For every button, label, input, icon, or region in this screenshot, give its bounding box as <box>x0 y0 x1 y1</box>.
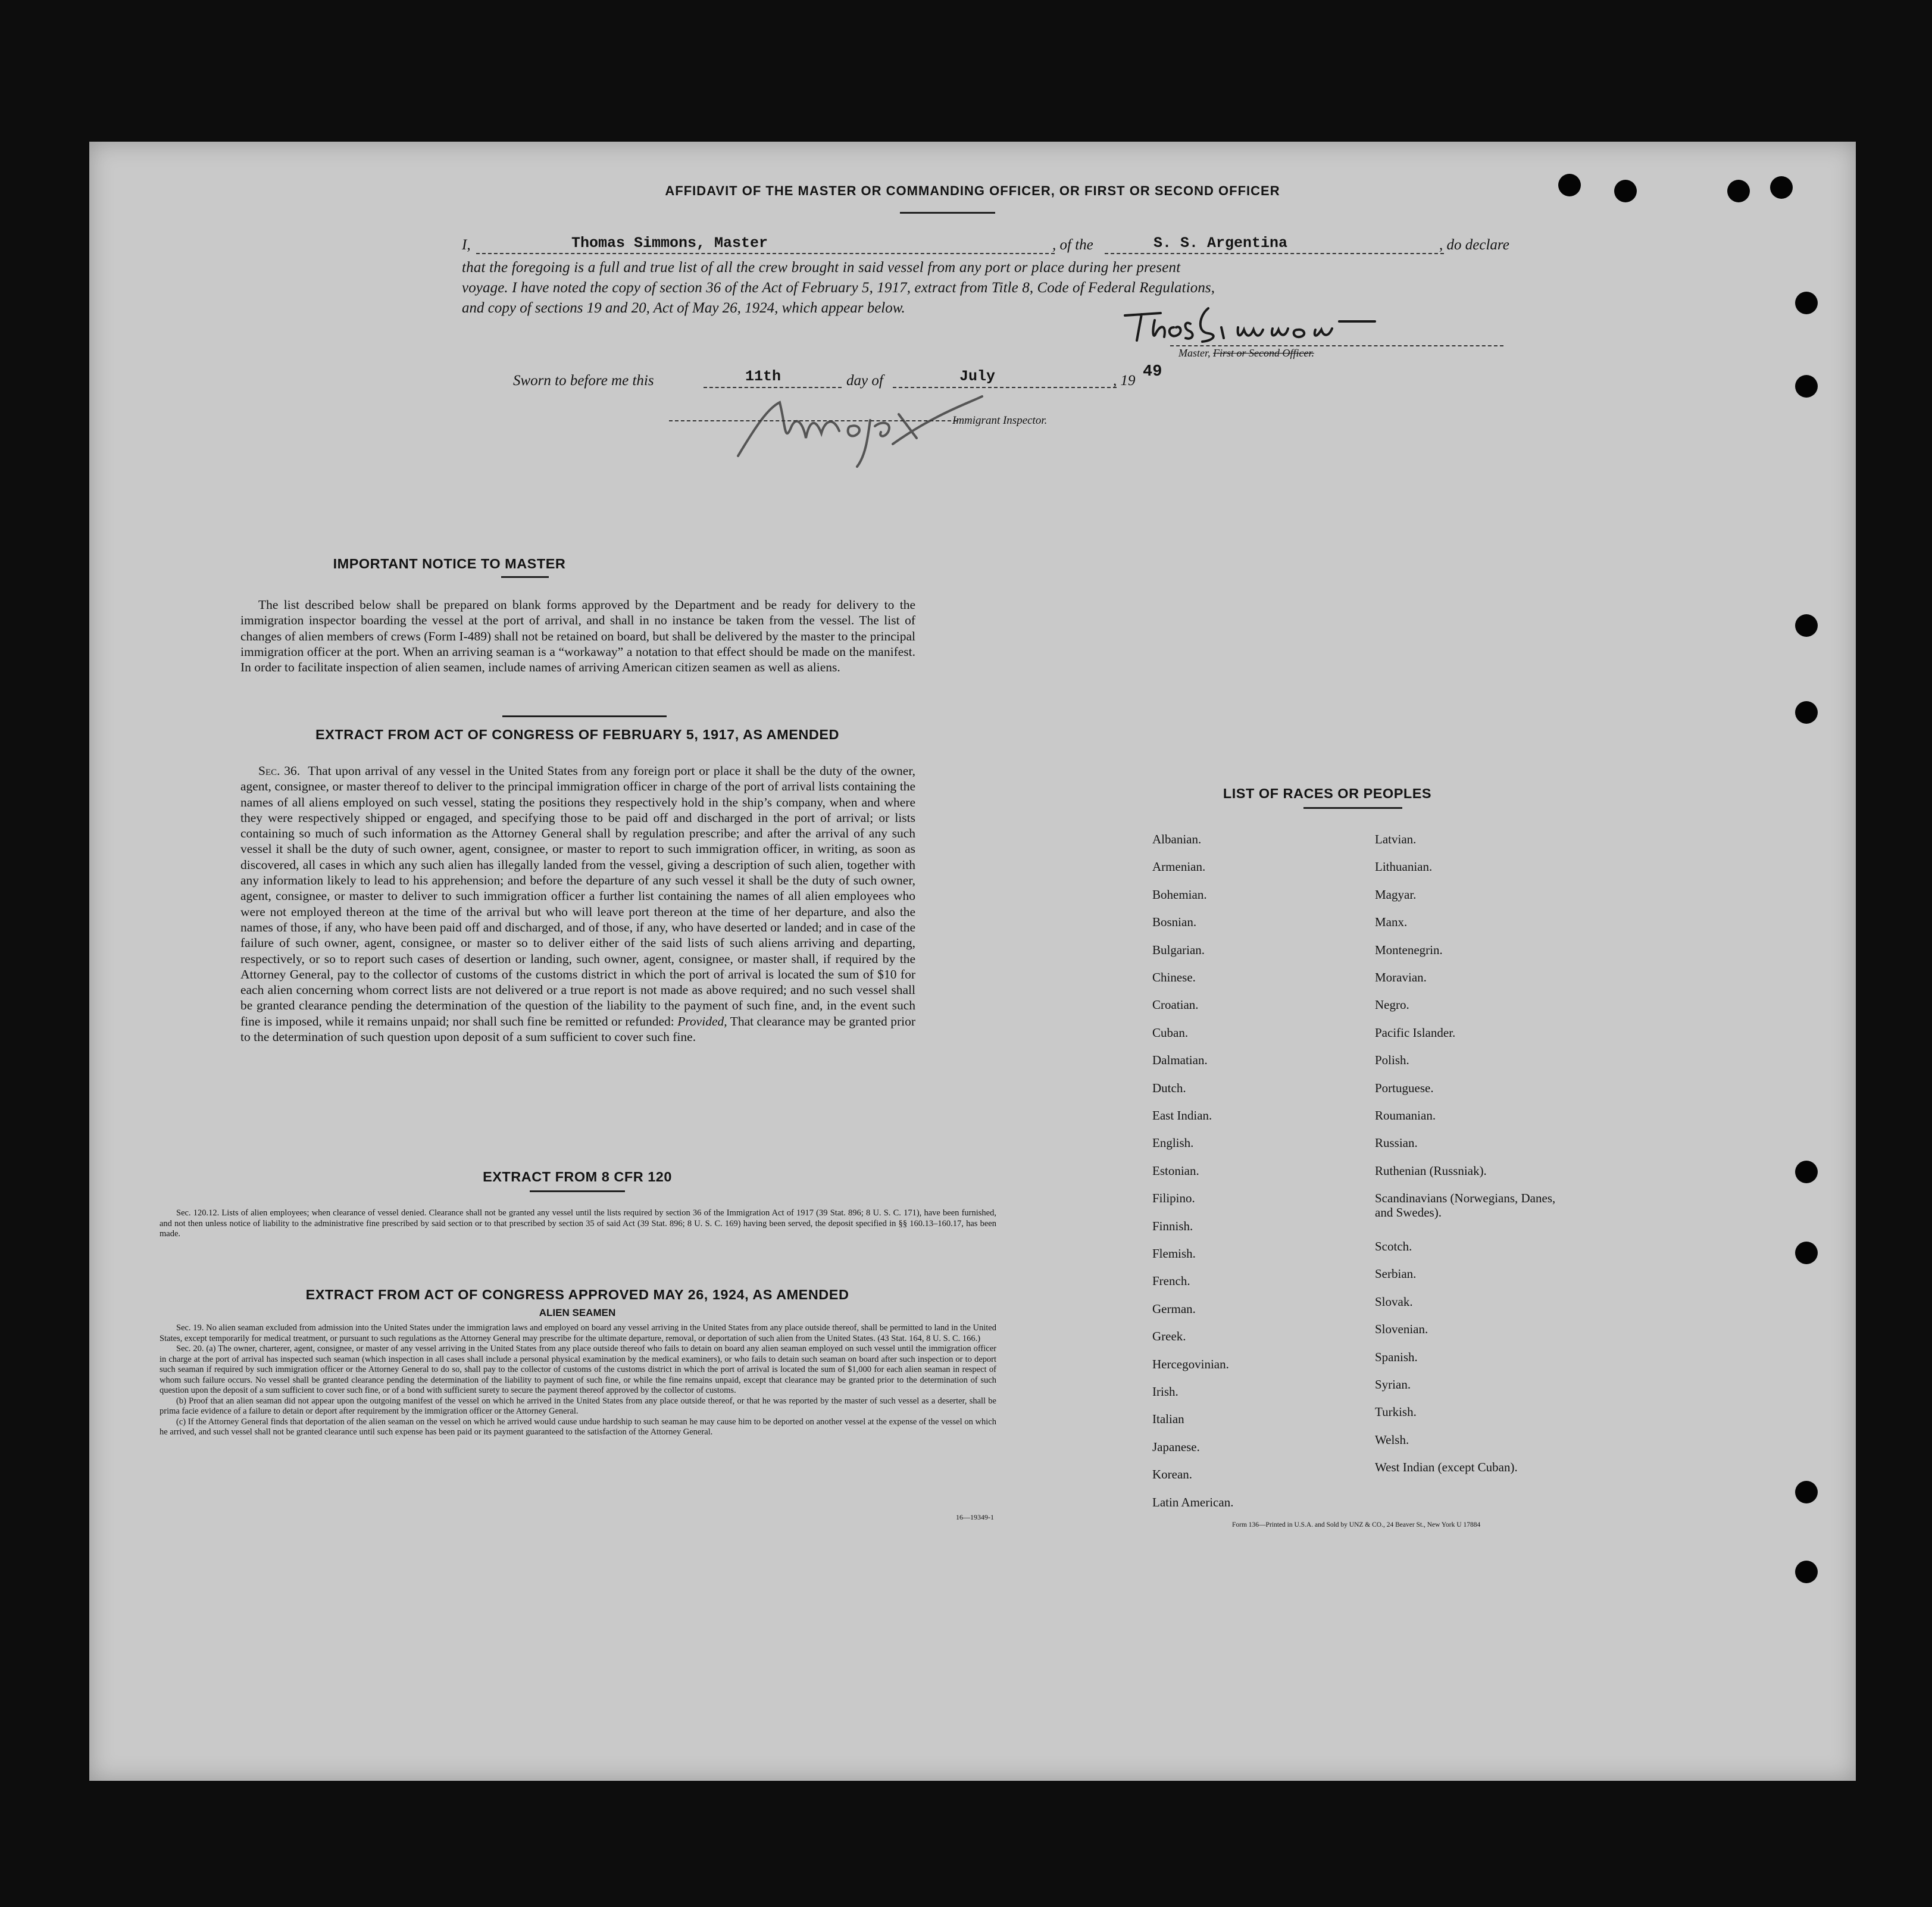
race-item: Latin American. <box>1152 1495 1234 1509</box>
race-item: Portuguese. <box>1375 1080 1434 1095</box>
inspector-signature <box>720 390 1042 468</box>
race-item: Hercegovinian. <box>1152 1356 1229 1371</box>
race-item: Finnish. <box>1152 1218 1193 1233</box>
master-caption-struck: First or Second Officer. <box>1213 347 1314 359</box>
punch-hole <box>1795 375 1818 398</box>
declaration-line-3: and copy of sections 19 and 20, Act of May 26, 1924, which appear below. <box>462 300 905 316</box>
race-item: French. <box>1152 1274 1190 1289</box>
race-item: German. <box>1152 1301 1196 1316</box>
punch-hole <box>1795 1481 1818 1503</box>
race-item: Dalmatian. <box>1152 1053 1208 1068</box>
race-item: Turkish. <box>1375 1405 1417 1420</box>
punch-hole <box>1795 292 1818 314</box>
extract-1917-heading: EXTRACT FROM ACT OF CONGRESS OF FEBRUARY 5, 1917, AS AMENDED <box>315 727 839 742</box>
race-item: Scotch. <box>1375 1239 1412 1253</box>
sworn-month-line <box>893 387 1117 388</box>
race-item: Korean. <box>1152 1467 1193 1482</box>
year-prefix: , 19 <box>1113 373 1136 389</box>
sworn-label: Sworn to before me this <box>513 373 654 389</box>
race-item: Ruthenian (Russniak). <box>1375 1163 1487 1178</box>
races-heading: LIST OF RACES OR PEOPLES <box>1223 786 1432 801</box>
race-item: Estonian. <box>1152 1163 1199 1178</box>
sec-36-text: That upon arrival of any vessel in the United States from any foreign port or place it shall be the duty of the owner, agent, consignee, or master thereof to deliver to the principal immigration officer in charge of the port of arrival lists containing the names of all aliens employed on such vessel, stating the positions they respectively hold in the ship’s company, when and where they were respectively shipped or engaged, and specifying those to be paid off and discharged in the port of arrival; or lists containing so much of such information as the Attorney General shall by regulation prescribe; and after the arrival of any such vessel it shall be the duty of such owner, agent, consignee, or master to report to such immigration officer, in writing, as soon as discovered, all cases in which any such alien has illegally landed from the vessel, giving a description of such alien, together with any information likely to lead to his apprehension; and before the departure of any such vessel it shall be the duty of such owner, agent, consignee, or master to deliver to such immigration officer a further list containing the names of all alien employees who were not employed thereon at the time of the arrival but who will leave port thereon at the time of her departure, and also the names of those, if any, who have been paid off and discharged, and of those, if any, who have deserted or landed; and in case of the failure of such owner, agent, consignee, or master so to deliver either of the said lists of such aliens arriving and departing, respectively, or so to report such cases of desertion or landing, such owner, agent, consignee, or master shall, if required by the Attorney General, pay to the collector of customs of the customs district in which the port of arrival is located the sum of $10 for each alien concerning whom correct lists are not delivered or a true report is not made as above required; and no such vessel shall be granted clearance pending the determination of the question of the liability to the payment of such fine, and, in the event such fine is imposed, while it remains unpaid; nor shall such fine be remitted or refunded: <box>240 764 915 1028</box>
race-item: Chinese. <box>1152 970 1196 984</box>
master-name-line <box>476 253 1055 254</box>
alien-seamen-subheading: ALIEN SEAMEN <box>539 1307 616 1318</box>
day-of-label: day of <box>846 373 883 389</box>
race-item: Bulgarian. <box>1152 942 1205 957</box>
sec-36-label: Sec. 36. <box>258 764 301 778</box>
race-item: West Indian (except Cuban). <box>1375 1460 1518 1475</box>
race-item: Scandinavians (Norwegians, Danes, and Swedes). <box>1375 1191 1556 1220</box>
do-declare-label: , do declare <box>1439 237 1509 253</box>
of-the-label: , of the <box>1052 237 1093 253</box>
race-item: Irish. <box>1152 1384 1178 1399</box>
master-caption-prefix: Master, <box>1178 347 1213 359</box>
extract-1924-heading: EXTRACT FROM ACT OF CONGRESS APPROVED MAY 26, 1924, AS AMENDED <box>305 1287 849 1302</box>
race-item: Polish. <box>1375 1053 1409 1068</box>
sec-36-end: That clearance may be granted prior to the determination of such question upon deposit of a sum sufficient to cover such fine. <box>240 1014 916 1045</box>
race-item: Filipino. <box>1152 1191 1195 1206</box>
sec-20a-text: Sec. 20. (a) The owner, charterer, agent, consignee, or master of any vessel arriving in the United States from any place outside thereof who fails to detain on board any alien seaman employed on such vessel until the immigration officer in charge at the port of arrival has inspected such seaman (which inspection in all cases shall include a personal physical examination by the medical examiners), or who fails to detain such seaman on board after such inspection or to deport such seaman if required by such immigration officer or the Attorney General to do so, shall pay to the collector of customs of the customs district in which the port of arrival is located the sum of $1,000 for each alien seaman in respect of whom such failure occurs. No vessel shall be granted clearance pending the determination of the liability to payment of such fine, or while the fine remains unpaid, except that clearance may be granted prior to the determination of such question upon the deposit of a sum sufficient to cover such fine, or of a bond with sufficient surety to secure the payment thereof approved by the collector of customs. <box>160 1344 996 1395</box>
year-suffix: 49 <box>1143 363 1162 381</box>
race-item: Armenian. <box>1152 859 1206 874</box>
punch-hole <box>1795 1242 1818 1264</box>
sec-20c-text: (c) If the Attorney General finds that deportation of the alien seaman on the vessel on which he arrived would cause undue hardship to such seaman he may cause him to be deported on another vessel at the expense of the vessel on which he arrived, and such vessel shall not be granted clearance until such expense has been paid or its payment guaranteed to the satisfaction of the Attorney General. <box>160 1417 996 1437</box>
race-item: Moravian. <box>1375 970 1427 984</box>
sec-20b-text: (b) Proof that an alien seaman did not appear upon the outgoing manifest of the vessel on which he arrived in the United States from any place outside thereof, or that he was reported by the master of such vessel as a deserter, shall be prima facie evidence of a failure to detain or deport after requirement by the immigration officer or the Attorney General. <box>160 1396 996 1416</box>
cfr-rule <box>530 1190 625 1192</box>
title-rule <box>900 212 995 214</box>
race-item: Bohemian. <box>1152 887 1207 902</box>
sworn-day: 11th <box>745 368 781 385</box>
race-item: Slovenian. <box>1375 1322 1428 1337</box>
vessel-name: S. S. Argentina <box>1153 235 1288 252</box>
extract-1924-body <box>160 1323 996 1438</box>
race-item: Montenegrin. <box>1375 942 1443 957</box>
race-item: Lithuanian. <box>1375 859 1433 874</box>
sworn-month: July <box>959 368 996 385</box>
race-item: Slovak. <box>1375 1294 1413 1309</box>
master-caption <box>1178 347 1314 359</box>
cfr-body <box>160 1208 996 1240</box>
race-item: Roumanian. <box>1375 1108 1436 1123</box>
declaration-line-1: that the foregoing is a full and true list of all the crew brought in said vessel from any port or place during her present <box>462 260 1181 276</box>
notice-rule <box>501 576 549 578</box>
race-item: Serbian. <box>1375 1267 1417 1281</box>
master-signature <box>1119 304 1381 351</box>
notice-divider <box>502 715 667 717</box>
race-item: Bosnian. <box>1152 915 1197 930</box>
race-item: Italian <box>1152 1412 1184 1427</box>
race-item: Latvian. <box>1375 832 1417 846</box>
punch-hole <box>1795 1161 1818 1183</box>
race-item: Spanish. <box>1375 1349 1418 1364</box>
race-item: Dutch. <box>1152 1080 1186 1095</box>
race-item: Manx. <box>1375 915 1408 930</box>
race-item: Croatian. <box>1152 998 1199 1012</box>
punch-hole <box>1795 701 1818 724</box>
race-item: Negro. <box>1375 998 1409 1012</box>
race-item: Greek. <box>1152 1329 1186 1344</box>
race-item: Pacific Islander. <box>1375 1025 1456 1040</box>
printer-footer: Form 136—Printed in U.S.A. and Sold by UNZ & CO., 24 Beaver St., New York U 17884 <box>1232 1521 1481 1528</box>
race-item: Magyar. <box>1375 887 1417 902</box>
race-item: Syrian. <box>1375 1377 1411 1392</box>
cfr-text: Sec. 120.12. Lists of alien employees; when clearance of vessel denied. Clearance shall not be granted any vessel until the lists required by section 36 of the Immigration Act of 1917 (39 Stat. 896; 8 U. S. C. 171), have been furnished, and not then unless notice of liability to the administrative fine prescribed by said section or to that prescribed by section 35 of said Act (39 Stat. 896; 8 U. S. C. 169) having been served, the deposit specified in §§ 160.13–160.17, has been made. <box>160 1208 996 1239</box>
race-item: Russian. <box>1375 1136 1418 1151</box>
races-rule <box>1303 807 1402 809</box>
affidavit-title: AFFIDAVIT OF THE MASTER OR COMMANDING OFFICER, OR FIRST OR SECOND OFFICER <box>665 183 1280 198</box>
race-item: Flemish. <box>1152 1246 1196 1261</box>
cfr-heading: EXTRACT FROM 8 CFR 120 <box>483 1169 672 1184</box>
sec-19-text: Sec. 19. No alien seaman excluded from admission into the United States under the immigration laws and employed on board any vessel arriving in the United States from any place outside thereof, shall be permitted to land in the United States, except temporarily for medical treatment, or pursuant to such regulations as the Attorney General may prescribe for the ultimate departure, removal, or deportation of such alien from the United States. (43 Stat. 164, 8 U. S. C. 166.) <box>160 1323 996 1343</box>
race-item: Welsh. <box>1375 1432 1409 1447</box>
inspector-label: Immigrant Inspector. <box>952 414 1048 427</box>
race-item: East Indian. <box>1152 1108 1212 1123</box>
inspector-signature-line <box>669 420 957 421</box>
vessel-name-line <box>1105 253 1444 254</box>
master-signature-line <box>1170 345 1503 346</box>
affidavit-page <box>89 142 1856 1781</box>
race-item: Albanian. <box>1152 832 1202 846</box>
notice-text: The list described below shall be prepared on blank forms approved by the Department and be ready for delivery to the immigration inspector boarding the vessel at the port of arrival, and shall in no instance be taken from the vessel. The list of changes of alien members of crews (Form I-489) shall not be retained on board, but shall be delivered by the master to the principal immigration officer at the port. When an arriving seaman is a “workaway” a notation to that effect should be made on the manifest. In order to facilitate inspection of alien seamen, include names of arriving American citizen seamen as well as aliens. <box>240 598 915 675</box>
notice-heading: IMPORTANT NOTICE TO MASTER <box>333 556 566 571</box>
race-item: English. <box>1152 1136 1194 1151</box>
race-item: Cuban. <box>1152 1025 1189 1040</box>
punch-hole <box>1795 614 1818 637</box>
master-name: Thomas Simmons, Master <box>571 235 768 252</box>
form-number: 16—19349-1 <box>956 1513 994 1521</box>
sworn-day-line <box>704 387 842 388</box>
declaration-line-2: voyage. I have noted the copy of section 36 of the Act of February 5, 1917, extract from Title 8, Code of Federal Regulations, <box>462 280 1215 296</box>
i-label: I, <box>462 237 471 253</box>
punch-hole <box>1795 1561 1818 1583</box>
provided-label: Provided, <box>677 1014 727 1028</box>
extract-1917-body <box>240 763 915 1045</box>
notice-body <box>240 597 915 675</box>
race-item: Japanese. <box>1152 1439 1200 1454</box>
